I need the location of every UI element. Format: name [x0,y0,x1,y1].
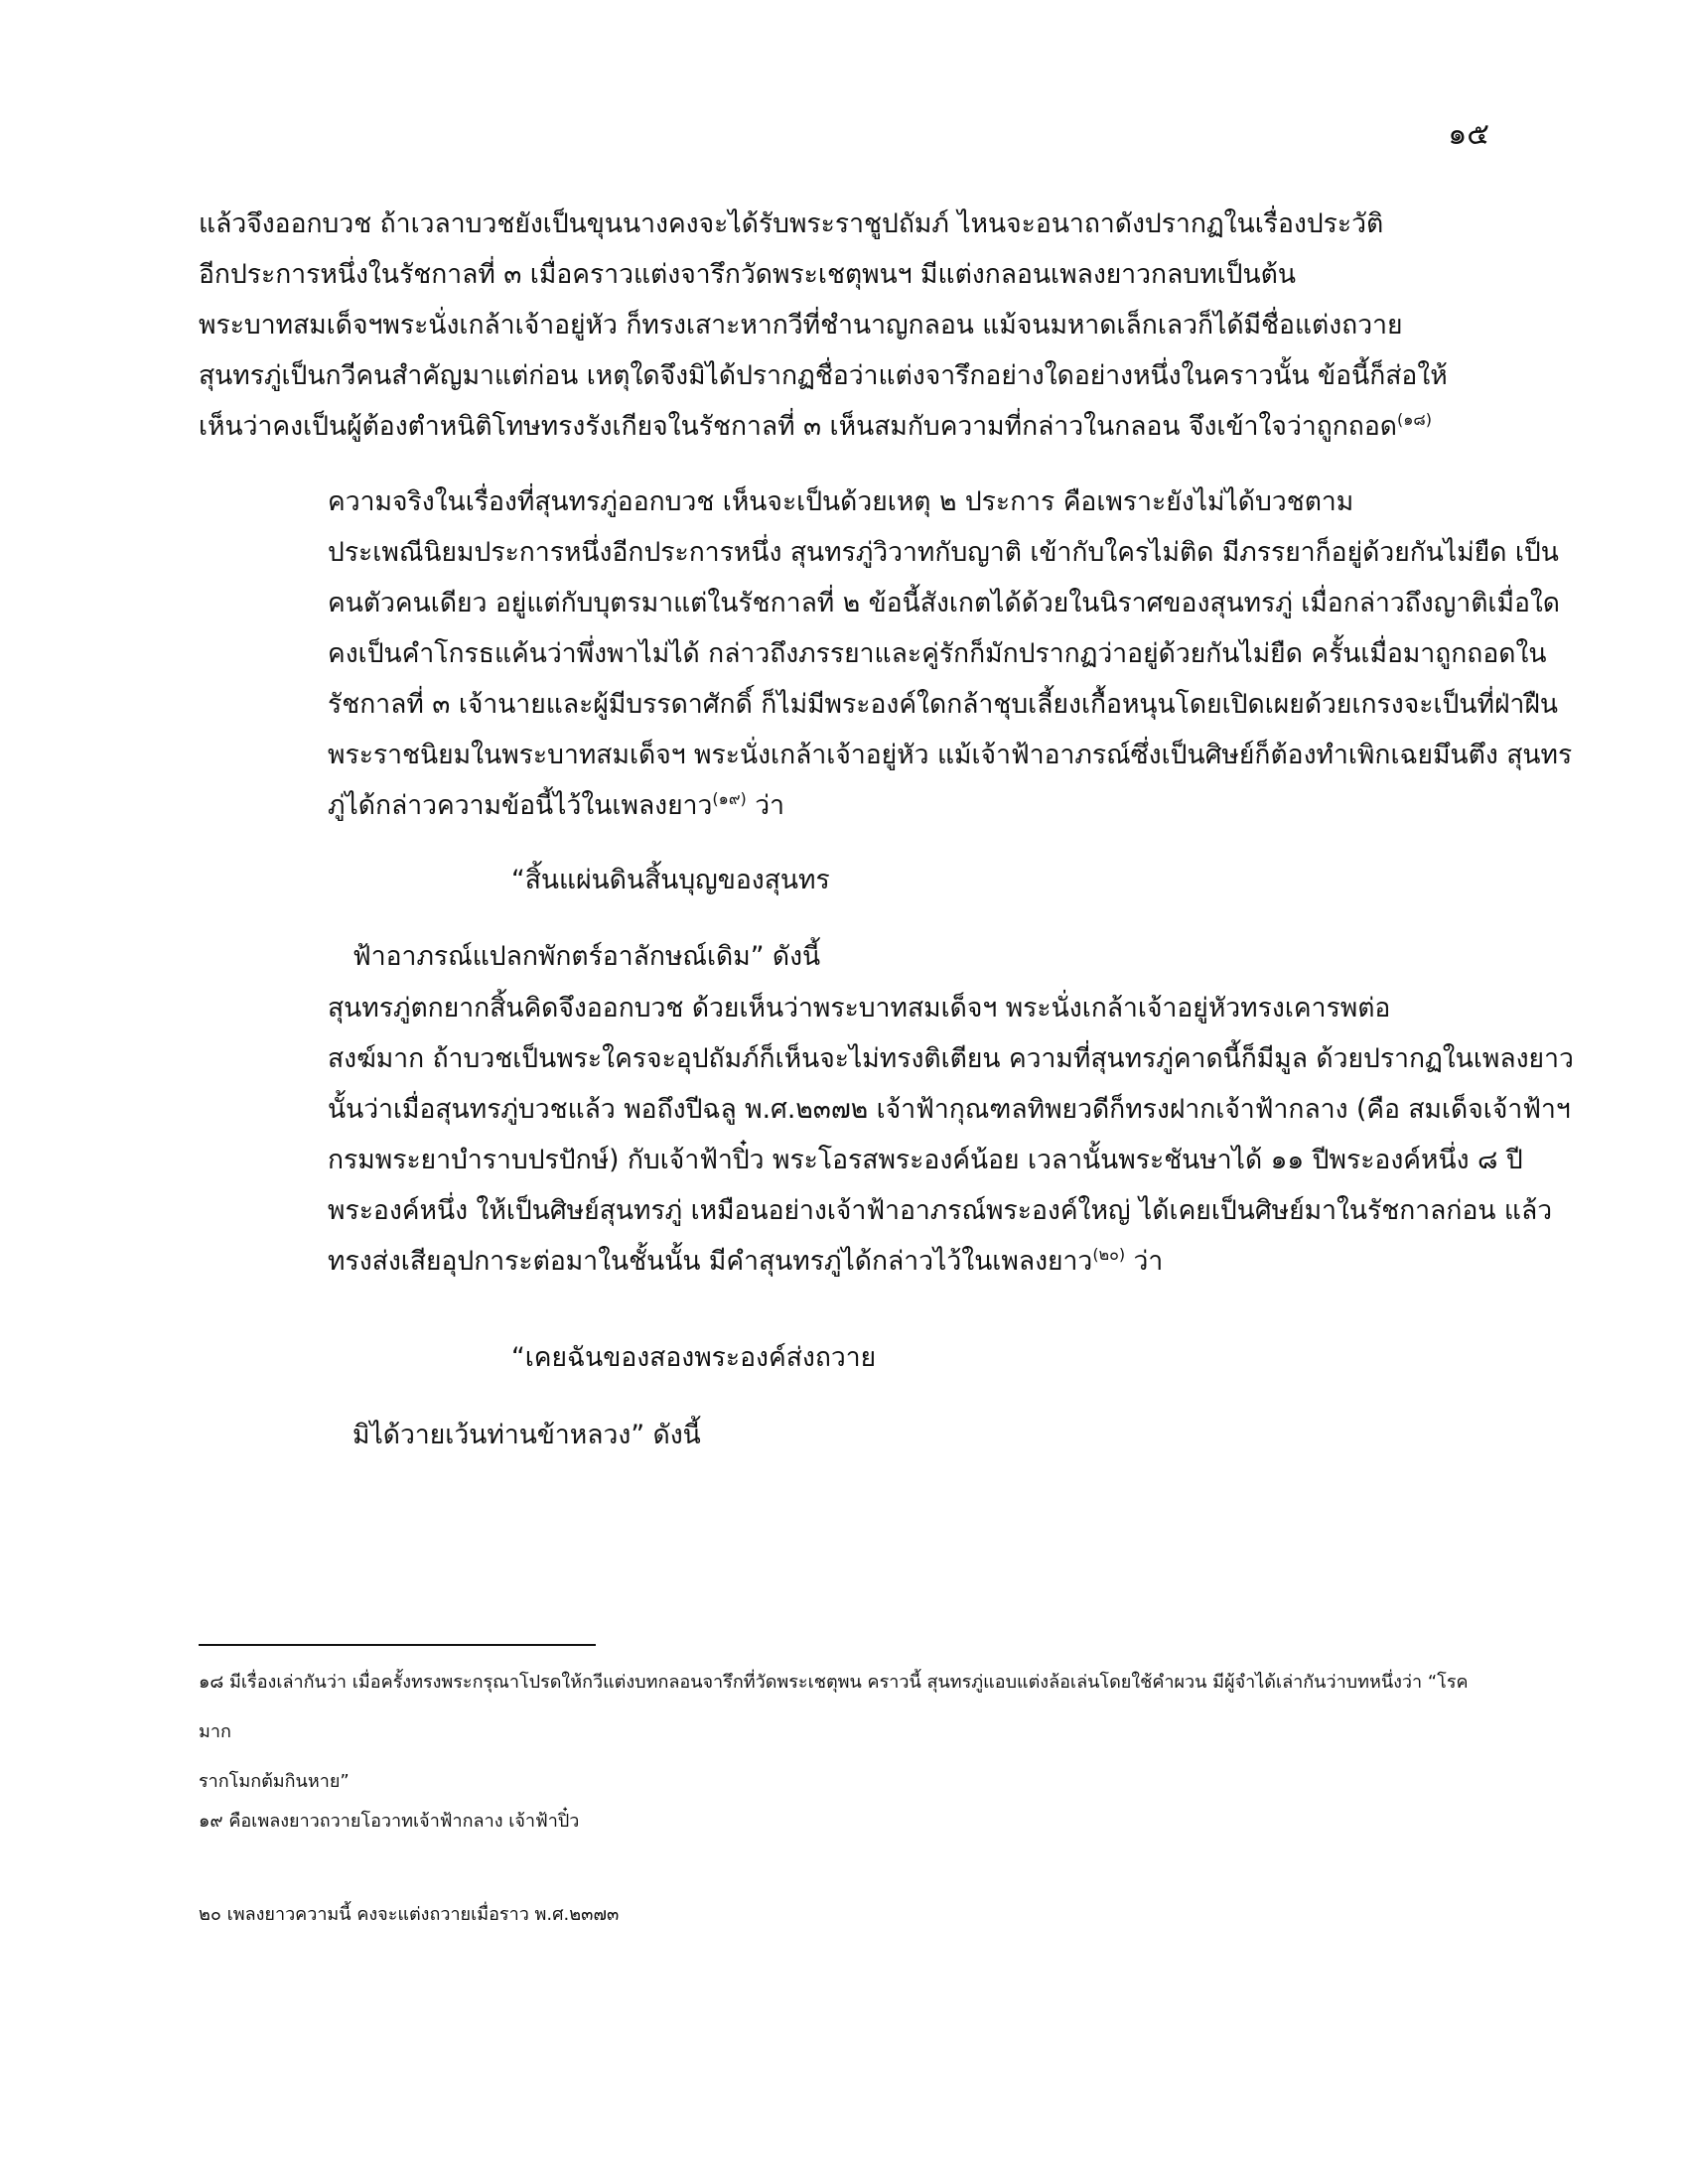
text-line: คนตัวคนเดียว อยู่แต่กับบุตรมาแต่ในรัชกาลที่ ๒ ข้อนี้สังเกตได้ด้วยในนิราศของสุนทรภู่ เมื่อกล่าวถึงญาติเมื่อใด [328,588,1561,618]
text-segment: ว่า [746,790,784,821]
text-line: พระองค์หนึ่ง ให้เป็นศิษย์สุนทรภู่ เหมือนอย่างเจ้าฟ้าอาภรณ์พระองค์ใหญ่ ได้เคยเป็นศิษย์มาในรัชกาลก่อน แล้ว [328,1195,1553,1226]
text-line: พระบาทสมเด็จฯพระนั่งเกล้าเจ้าอยู่หัว ก็ทรงเสาะหากวีที่ชำนาญกลอน แม้จนมหาดเล็กเลวก็ได้มีชื่อแต่งถวาย [199,310,1403,341]
paragraph-1 [199,199,1489,452]
footnote-ref-19[interactable]: (๑๙) [712,789,747,808]
paragraph-2 [199,477,1573,831]
verse-1-line-1: “สิ้นแผ่นดินสิ้นบุญของสุนทร [511,865,830,895]
text-line: สุนทรภู่เป็นกวีคนสำคัญมาแต่ก่อน เหตุใดจึงมิได้ปรากฏชื่อว่าแต่งจารึกอย่างใดอย่างหนึ่งในคราวนั้น ข้อนี้ก็ส่อให้ [199,360,1448,391]
text-segment: เห็นว่าคงเป็นผู้ต้องตำหนิติโทษทรงรังเกียจในรัชกาลที่ ๓ เห็นสมกับความที่กล่าวในกลอน จึงเข้าใจว่าถูกถอด [199,411,1397,442]
text-line: รัชกาลที่ ๓ เจ้านายและผู้มีบรรดาศักดิ์ ก็ไม่มีพระองค์ใดกล้าชุบเลี้ยงเกื้อหนุนโดยเปิดเผยด้วยเกรงจะเป็นที่ฝ่าฝืน [328,689,1558,720]
text-line: ประเพณีนิยมประการหนึ่งอีกประการหนึ่ง สุนทรภู่วิวาทกับญาติ เข้ากับใครไม่ติด มีภรรยาก็อยู่ด้วยกันไม่ยืด เป็น [328,537,1559,568]
text-line: คงเป็นคำโกรธแค้นว่าพึ่งพาไม่ได้ กล่าวถึงภรรยาและคู่รักก็มักปรากฏว่าอยู่ด้วยกันไม่ยืด ครั้นเมื่อมาถูกถอดใน [328,638,1547,669]
footnote-ref-18[interactable]: (๑๘) [1396,410,1432,429]
text-line: สงฆ์มาก ถ้าบวชเป็นพระใครจะอุปถัมภ์ก็เห็นจะไม่ทรงติเตียน ความที่สุนทรภู่คาดนี้ก็มีมูล ด้วยปรากฏในเพลงยาว [328,1043,1574,1074]
text-line: ความจริงในเรื่องที่สุนทรภู่ออกบวช เห็นจะเป็นด้วยเหตุ ๒ ประการ คือเพราะยังไม่ได้บวชตาม [328,486,1354,517]
text-line [199,1236,1489,1287]
verse-1-line-2: ฟ้าอาภรณ์แปลกพักตร์อาลักษณ์เดิม” ดังนี้ [352,941,821,972]
text-line: สุนทรภู่ตกยากสิ้นคิดจึงออกบวช ด้วยเห็นว่าพระบาทสมเด็จฯ พระนั่งเกล้าเจ้าอยู่หัวทรงเคารพต่อ [328,993,1391,1024]
paragraph-3 [199,983,1574,1287]
text-line: กรมพระยาบำราบปรปักษ์) กับเจ้าฟ้าปิ๋ว พระโอรสพระองค์น้อย เวลานั้นพระชันษาได้ ๑๑ ปีพระองค์หนึ่ง ๘ ปี [328,1145,1523,1175]
text-segment: ทรงส่งเสียอุปการะต่อมาในชั้นนั้น มีคำสุนทรภู่ได้กล่าวไว้ในเพลงยาว [328,1246,1093,1277]
footnote-ref-20[interactable]: (๒๐) [1092,1245,1126,1264]
verse-2-line-2: มิได้วายเว้นท่านข้าหลวง” ดังนี้ [352,1420,701,1450]
text-line: พระราชนิยมในพระบาทสมเด็จฯ พระนั่งเกล้าเจ้าอยู่หัว แม้เจ้าฟ้าอาภรณ์ซึ่งเป็นศิษย์ก็ต้องทำเพิกเฉยมึนตึง สุนทร [328,740,1573,770]
footnote-text: ๑๘ มีเรื่องเล่ากันว่า เมื่อครั้งทรงพระกรุณาโปรดให้กวีแต่งบทกลอนจารึกที่วัดพระเชตุพน คราวนี้ สุนทรภู่แอบแต่งล้อเล่นโดยใช้คำผวน มีผู้จำได้เล่ากันว่าบทหนึ่งว่า “โรคมาก [199,1672,1469,1742]
text-line [199,780,1489,831]
text-line: แล้วจึงออกบวช ถ้าเวลาบวชยังเป็นขุนนางคงจะได้รับพระราชูปถัมภ์ ไหนจะอนาถาดังปรากฏในเรื่องประวัติ [199,208,1384,239]
footnote-separator [199,1644,596,1646]
footnote-19: ๑๙ คือเพลงยาวถวายโอวาทเจ้าฟ้ากลาง เจ้าฟ้าปิ๋ว [199,1811,580,1832]
page-number: ๑๕ [1448,117,1489,152]
text-line: นั้นว่าเมื่อสุนทรภู่บวชแล้ว พอถึงปีฉลู พ.ศ.๒๓๗๒ เจ้าฟ้ากุณฑลทิพยวดีก็ทรงฝากเจ้าฟ้ากลาง (คือ สมเด็จเจ้าฟ้าฯ [328,1094,1571,1125]
footnote-18 [199,1658,1499,1807]
text-segment: ภู่ได้กล่าวความข้อนี้ไว้ในเพลงยาว [328,790,713,821]
text-line [199,401,1489,452]
text-line: อีกประการหนึ่งในรัชกาลที่ ๓ เมื่อคราวแต่งจารึกวัดพระเชตุพนฯ มีแต่งกลอนเพลงยาวกลบทเป็นต้น [199,259,1296,290]
footnote-20: ๒๐ เพลงยาวความนี้ คงจะแต่งถวายเมื่อราว พ.ศ.๒๓๗๓ [199,1904,620,1925]
footnote-text: รากโมกต้มกินหาย” [199,1771,350,1792]
text-segment: ว่า [1125,1246,1164,1277]
verse-2-line-1: “เคยฉันของสองพระองค์ส่งถวาย [511,1342,877,1373]
